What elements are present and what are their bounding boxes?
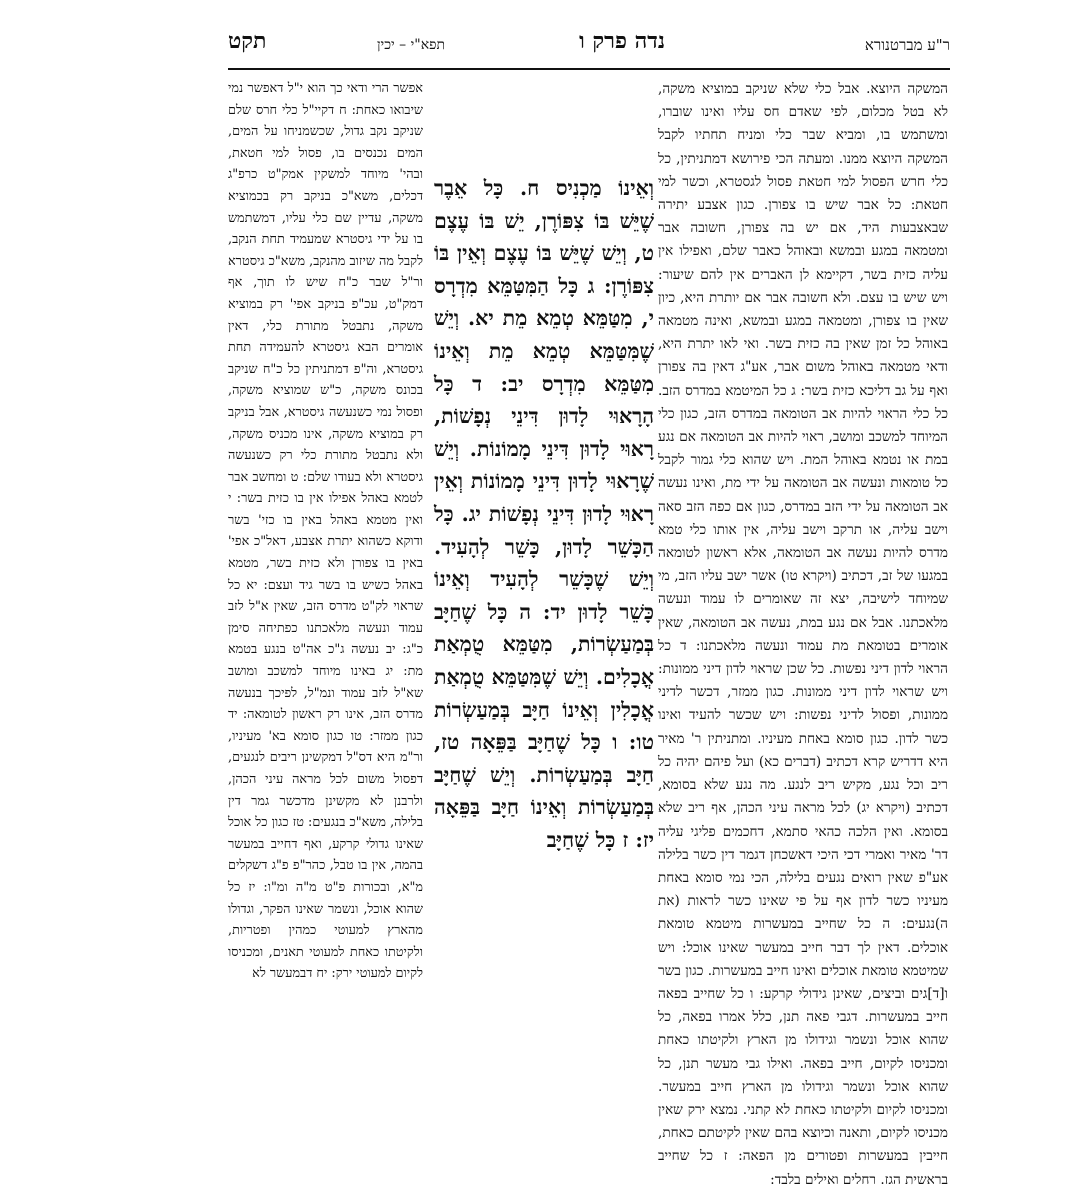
mishnah-text: וְאֵינוֹ מַכְנִיס ח. כָּל אֵבֶר שֶׁיֵּשׁ בּוֹ צִפּוֹרֶן, יֵשׁ בּוֹ עֶצֶם ט, וְיֵשׁ שֶׁיֵּשׁ בּוֹ עֶצֶם וְאֵין בּוֹ צִפּוֹרֶן: ג כָּל הַמִּטַּמֵּא מִדְרָס י, מִטַּמֵּא טְמֵא מֵת יא. וְיֵשׁ שֶׁמִּטַּמֵּא טְמֵא מֵת וְאֵינוֹ מִטַּמֵּא מִדְרָס יב: ד כָּל הָרָאוּי לָדוּן דִּינֵי נְפָשׁוֹת, רָאוּי לָדוּן דִּינֵי מָמוֹנוֹת. וְיֵשׁ שֶׁרָאוּי לָדוּן דִּינֵי מָמוֹנוֹת וְאֵין רָאוּי לָדוּן דִּינֵי נְפָשׁוֹת יג. כָּל הַכָּשֵׁר לָדוּן, כָּשֵׁר לְהָעִיד. וְיֵשׁ שֶׁכָּשֵׁר לְהָעִיד וְאֵינוֹ כָּשֵׁר לָדוּן יד: ה כָּל שֶׁחַיָּב בְּמַעַשְׂרוֹת, מִטַּמֵּא טֻמְאַת אֳכָלִים. וְיֵשׁ שֶׁמִּטַּמֵּא טֻמְאַת אֳכָלִין וְאֵינוֹ חַיָּב בְּמַעַשְׂרוֹת טו: ו כָּל שֶׁחַיָּב בַּפֵּאָה טז, חַיָּב בְּמַעַשְׂרוֹת. וְיֵשׁ שֶׁחַיָּב בְּמַעַשְׂרוֹת וְאֵינוֹ חַיָּב בַּפֵּאָה יז: ז כָּל שֶׁחַיָּב [434,176,654,852]
running-header [228,28,950,64]
header-tractate-chapter: נדה פרק ו [579,28,665,54]
header-rule [228,68,950,70]
yachin-commentary: אפשר הרי ודאי כך הוא י"ל דאפשר נמי שיבואו כאחת: ח דקיי"ל כלי חרס שלם שניקב נקב גדול, שכשמניחו על המים, המים נכנסים בו, פסול למי חטאת, ובהי' מיוחד למשקין אמק"ט כרפ"ג דכלים, משא"כ בניקב רק בכמוציא משקה, עדיין שם כלי עליו, דמשתמש בו על ידי גיסטרא שמעמיד תחת הנקב, לקבל מה שיזוב מהנקב, משא"כ גיסטרא ור"ל שבר כ"ח שיש לו תוך, אף דמק"ט, עכ"פ בניקב אפי' רק במוציא משקה, נתבטל מתורת כלי, דאין אומרים הבא גיסטרא להעמידה תחת גיסטרא, וה"פ דמתניתין כל כ"ח שניקב בכונס משקה, כ"ש שמוציא משקה, ופסול נמי כשנעשה גיסטרא, אבל בניקב רק במוציא משקה, אינו מכניס משקה, ולא נתבטל מתורת כלי רק כשנעשה גיסטרא ולא בעודו שלם: ט ומחשב אבר לטמא באהל אפילו אין בו כזית בשר: י ואין מטמא באהל באין בו כזי' בשר ודוקא כשהוא יתרת אצבע, דאל"כ אפי' באין בו צפורן ולא כזית בשר, מטמא באהל כשיש בו בשר גיד ועצם: יא כל שראוי לק"ט מדרס הזב, שאין א"ל לזב עמוד ונעשה מלאכתנו כפתיחה סימן כ"ג: יב נעשה ג"כ אה"ט בנגע בטמא מת: יג באינו מיוחד למשכב ומושב שא"ל לזב עמוד ונמ"ל, לפיכך בנעשה מדרס הזב, אינו רק ראשון לטומאה: יד כגון ממזר: טו כגון סומא בא' מעיניו, ור"מ היא דס"ל דמקשינן ריבים לנגעים, דפסול משום לכל מראה עיני הכהן, ולרבנן לא מקשינן מדכשר גמר דין בלילה, משא"כ בנגעים: טז כגון כל אוכל שאינו גדולי קרקע, ואף דחייב במעשר בהמה, אין בו טבל, כהר"פ פ"ג דשקלים מ"א, ובכורות פ"ט מ"ה ומ"ו: יז כל שהוא אוכל, ונשמר שאינו הפקר, וגדולו מהארץ למעוטי כמהין ופטריות, ולקיטתו כאחת למעוטי תאנים, ומכניסו לקיום למעוטי ירק: יח דבמעשר לא [228,81,423,982]
header-commentator: ר"ע מברטנורא [864,36,950,54]
header-page-number: תקט [228,28,267,54]
bartenura-commentary: המשקה היוצא. אבל כלי שלא שניקב במוציא משקה, לא בטל מכלום, לפי שאדם חס עליו ואינו שוברו, ומשתמש בו, ומביא שבר כלי ומניח תחתיו לקבל המשקה היוצא ממנו. ומעתה הכי פירושא דמתניתין, כל כלי חרש הפסול למי חטאת פסול לגסטרא, וכשר למי חטאת: כל אבר שיש בו צפורן. כגון אצבע יתירה שבאצבעות היד, אם יש בה צפורן, חשובה אבר ומטמאה במגע ובמשא ובאוהל כאבר שלם, ואפילו אין עליה כזית בשר, דקיימא לן האברים אין להם שיעור: ויש שיש בו עצם. ולא חשובה אבר אם יותרת היא, כיון שאין בו צפורן, ומטמאה במגע ובמשא, ואינה מטמאה באוהל כל זמן שאין בה כזית בשר. ואי לאו יתרת היא, ודאי מטמאה באוהל משום אבר, אע"ג דאין בה צפורן ואף על גב דליכא כזית בשר: ג כל המיטמא במדרס הזב. כל כלי הראוי להיות אב הטומאה במדרס הזב, כגון כלי המיוחד למשכב ומושב, ראוי להיות אב הטומאה אם נגע במת או נטמא באוהל המת. ויש שהוא כלי גמור לקבל כל טומאות ונעשה אב הטומאה על ידי מת, ואינו נעשה אב הטומאה על ידי הזב במדרס, כגון אם כפה הזב סאה וישב עליה, או תרקב וישב עליה, אין אותו כלי טמא מדרס להיות נעשה אב הטומאה, אלא ראשון לטומאה במגעו של זב, דכתיב (ויקרא טו) אשר ישב עליו הזב, מי שמיוחד לישיבה, יצא זה שאומרים לו עמוד ונעשה מלאכתנו. אבל אם נגע במת, נעשה אב הטומאה, שאין אומרים בטומאת מת עמוד ונעשה מלאכתנו: ד כל הראוי לדון דיני נפשות. כל שכן שראוי לדון דיני ממונות: ויש שראוי לדון דיני ממונות. כגון ממזר, דכשר לדיני ממונות, ופסול לדיני נפשות: ויש שכשר להעיד ואינו כשר לדון. כגון סומא באחת מעיניו. ומתניתין ר' מאיר היא דדריש קרא דכתיב (דברים כא) ועל פיהם יהיה כל ריב וכל נגע, מקיש ריב לנגע. מה נגע שלא בסומא, דכתיב (ויקרא יג) לכל מראה עיני הכהן, אף ריב שלא בסומא. ואין הלכה כהאי סתמא, דחכמים פליגי עליה דר' מאיר ואמרי דכי היכי דאשכחן דגמר דין כשר בלילה אע"פ שאין רואים נגעים בלילה, הכי נמי סומא באחת מעיניו כשר לדון אף על פי שאינו כשר לראות (את ה)נגעים: ה כל שחייב במעשרות מיטמא טומאת אוכלים. דאין לך דבר חייב במעשר שאינו אוכל: ויש שמיטמא טומאת אוכלים ואינו חייב במעשרות. כגון בשר ו[ד]גים וביצים, שאינן גידולי קרקע: ו כל שחייב בפאה חייב במעשרות. דגבי פאה תנן, כלל אמרו בפאה, כל שהוא אוכל ונשמר וגידולו מן הארץ ולקיטתו כאחת ומכניסו לקיום, חייב בפאה. ואילו גבי מעשר תנן, כל שהוא אוכל ונשמר וגידולו מן הארץ חייב במעשר. ומכניסו לקיום ולקיטתו כאחת לא קתני. נמצא ירק שאין מכניסו לקיום, ותאנה וכיוצא בהם שאין לקיטתם כאחת, חייבין במעשרות ופטורים מן הפאה: ז כל שחייב בראשית הגז. רחלים ואילים בלבד: [658,81,948,1188]
header-range: תפא"י – יכין [376,37,445,53]
